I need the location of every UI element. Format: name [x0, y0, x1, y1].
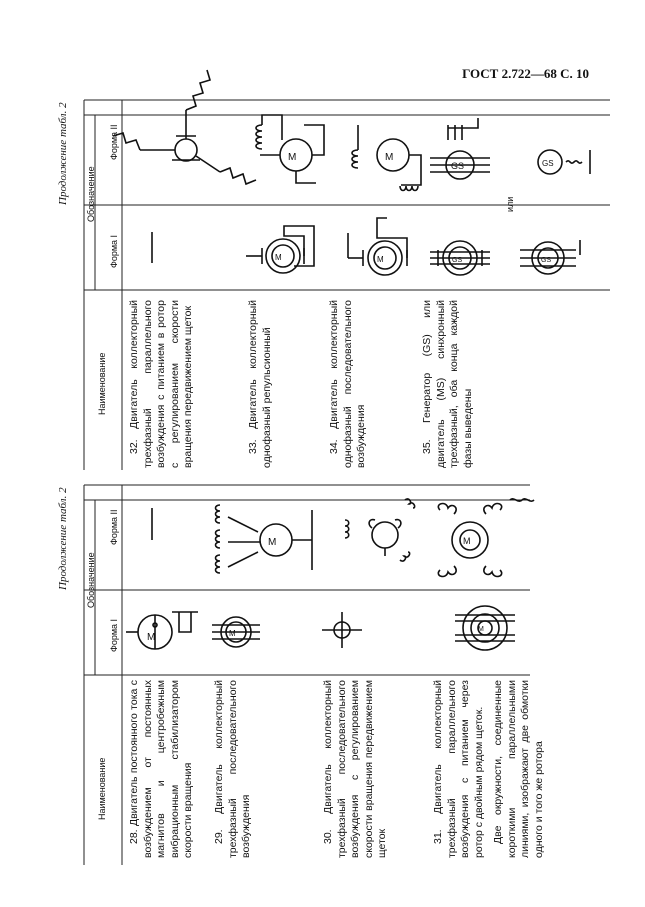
row-35-name: 35. Генератор (GS) или двигатель (MS) синхронный трехфазный, оба конца каждой фазы выведены [421, 300, 474, 468]
lower-table-continuation: Продолжение табл. 2 [57, 487, 69, 590]
page-header: ГОСТ 2.722—68 С. 10 [462, 66, 589, 81]
svg-text:GS: GS [452, 257, 463, 264]
svg-text:M: M [288, 152, 297, 163]
row30-form1-motor-icon [322, 612, 362, 648]
row-31-name: 31. Двигатель коллекторный трехфазный параллельного возбуждения с питанием через ротор с двойным рядом щеток. [432, 680, 485, 858]
svg-text:GS: GS [451, 161, 465, 171]
row31-form2-motor-icon [438, 499, 534, 577]
svg-text:M: M [478, 626, 484, 633]
svg-text:M: M [463, 536, 471, 546]
svg-text:M: M [377, 255, 384, 264]
lower-col-name: Наименование [97, 757, 107, 820]
svg-text:M: M [229, 629, 236, 638]
svg-text:M: M [275, 253, 282, 262]
row-29-name: 29. Двигатель коллекторный трехфазный последовательного возбуждения [213, 680, 252, 858]
row-32-name: 32. Двигатель коллекторный трехфазный параллельного возбуждения с питанием в ротор с регулированием скорости вращения передвижением щеток [128, 300, 194, 468]
svg-text:M: M [147, 632, 156, 643]
lower-col-designation: Обозначение [86, 552, 96, 608]
lower-col-form2: Форма II [109, 509, 119, 545]
svg-text:GS: GS [541, 257, 552, 264]
row-30-name: 30. Двигатель коллекторный трехфазный последовательного возбуждения с регулированием скорости вращения передвижением щеток [322, 680, 388, 858]
upper-col-name: Наименование [97, 352, 107, 415]
or-label: или [505, 196, 515, 212]
row31-form1-motor-icon [455, 606, 515, 650]
row29-form1-motor-icon [212, 617, 260, 647]
row30-form2-motor-icon [345, 499, 415, 561]
row-31-note: Две окружности, соединенные короткими параллельными линиями, изображают две обмотки одного и того же ротора [492, 680, 545, 858]
row-33-name: 33. Двигатель коллекторный однофазный репульсионный [247, 300, 273, 468]
row29-form2-motor-icon [216, 505, 313, 573]
svg-text:M: M [385, 152, 394, 163]
upper-col-form1: Форма I [109, 234, 119, 268]
upper-table-continuation: Продолжение табл. 2 [57, 102, 69, 205]
row-28-name: 28. Двигатель постоянного тока с возбуждением от постоянных магнитов и центробежным вибрационным стабилизатором скорости вращения [128, 680, 194, 858]
row-34-name: 34. Двигатель коллекторный однофазный последовательного возбуждения [328, 300, 367, 468]
upper-col-form2: Форма II [109, 124, 119, 160]
upper-col-designation: Обозначение [86, 166, 96, 222]
lower-col-form1: Форма I [109, 618, 119, 652]
row28-form1-motor-icon [126, 612, 198, 649]
svg-text:GS: GS [542, 159, 554, 168]
svg-text:M: M [268, 537, 277, 548]
